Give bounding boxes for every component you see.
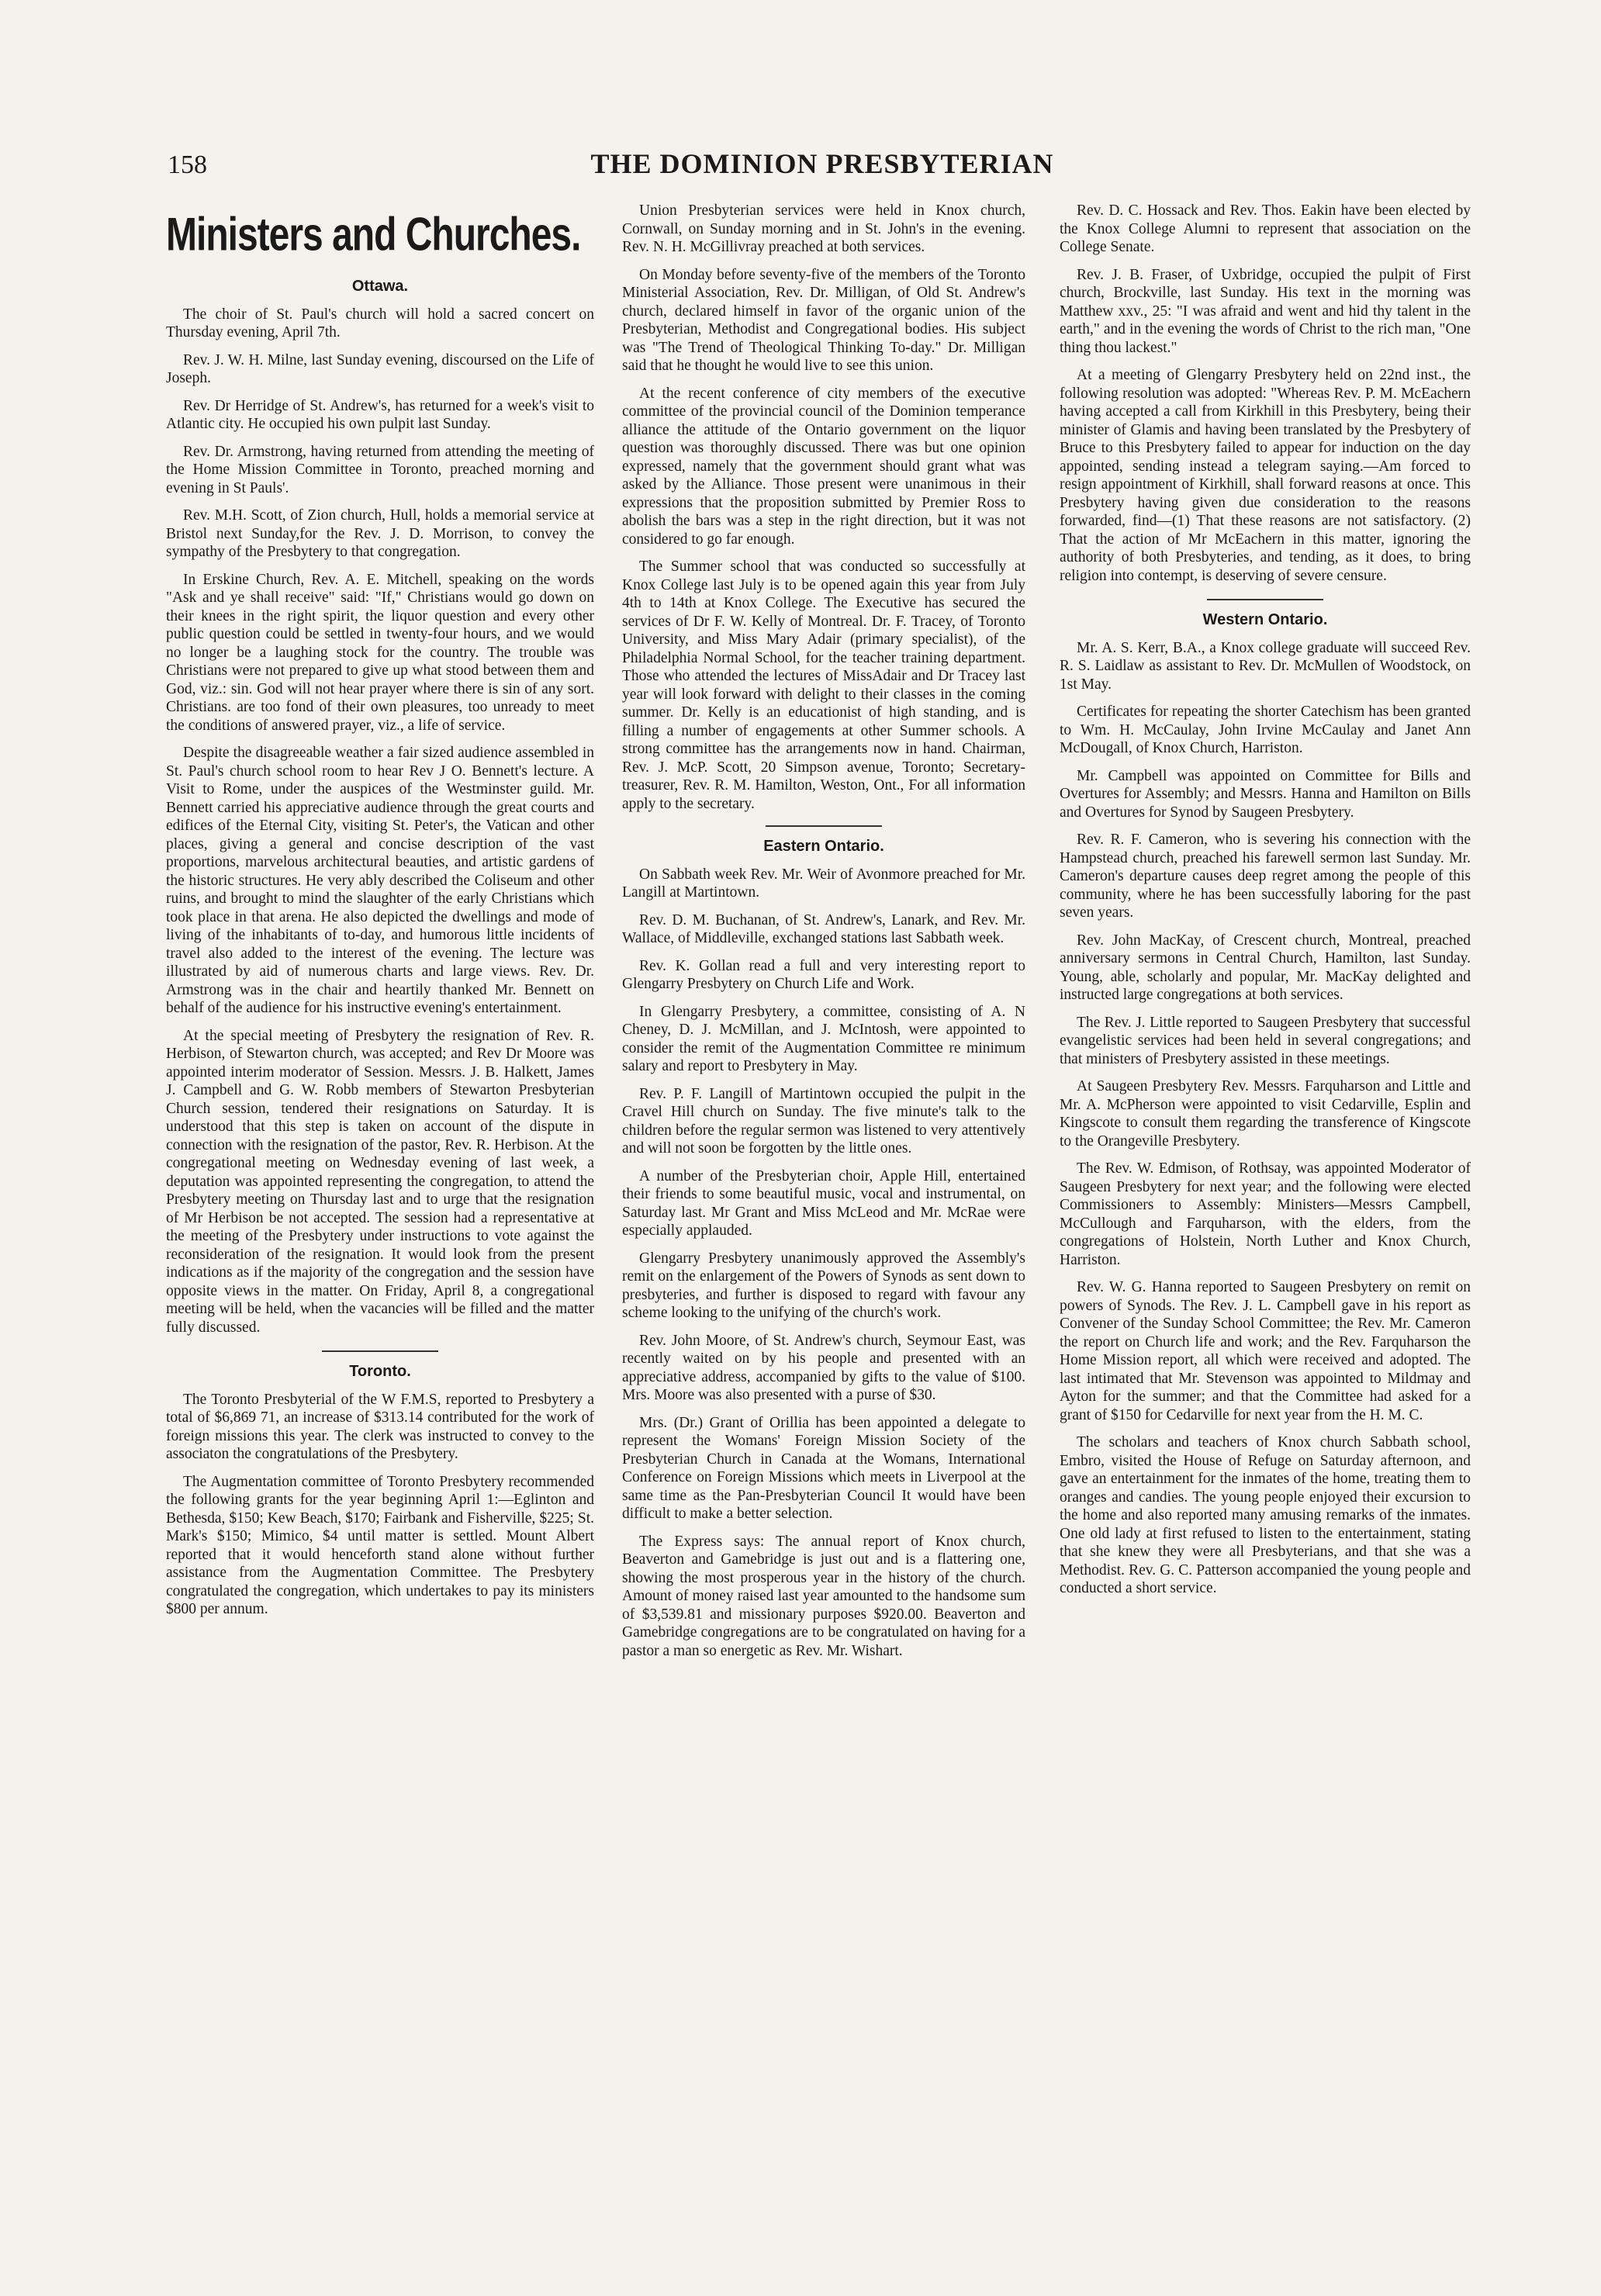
paragraph: Rev. Dr. Armstrong, having returned from attending the meeting of the Home Mission Committee in Toronto, preached morning and evening in St Pauls'.	[166, 443, 594, 496]
section-divider	[1207, 599, 1323, 600]
paragraph: Rev. W. G. Hanna reported to Saugeen Presbytery on remit on powers of Synods. The Rev. J. L. Campbell gave in his report as Convener of the Sunday School Committee; the Rev. Mr. Cameron the report on Church life and work; and the Rev. Farquharson the Home Mission report, all which were received and adopted. The last intimated that Mr. Stevenson was appointed to Mildmay and Ayton for the summer; and that the Committee had asked for a grant of $150 for Cedarville for next year from the H. M. C.	[1060, 1279, 1471, 1423]
paragraph: The choir of St. Paul's church will hold a sacred concert on Thursday evening, April 7th.	[166, 306, 594, 341]
paragraph: Rev. P. F. Langill of Martintown occupied the pulpit in the Cravel Hill church on Sunday. The five minute's talk to the children before the regular sermon was listened to very attentively and will not soon be forgotten by the little ones.	[622, 1085, 1025, 1157]
paragraph: The Toronto Presbyterial of the W F.M.S, reported to Presbytery a total of $6,869 71, an increase of $313.14 contributed for the work of foreign missions this year. The clerk was instructed to convey to the associaton the congratulations of the Presbytery.	[166, 1391, 594, 1462]
paragraph: Mr. Campbell was appointed on Committee for Bills and Overtures for Assembly; and Messrs. Hanna and Hamilton on Bills and Overtures for Synod by Saugeen Presbytery.	[1060, 767, 1471, 821]
paragraph: At the recent conference of city members of the executive committee of the provincial council of the Dominion temperance alliance the attitude of the Ontario government on the liquor question was thoroughly discussed. There was but one opinion expressed, namely that the government should grant what was asked by the Alliance. Those present were unanimous in their expressions that the proposition submitted by Premier Ross to abolish the bars was a step in the right direction, but it was not considered to go far enough.	[622, 385, 1025, 548]
paragraph: Rev. John MacKay, of Crescent church, Montreal, preached anniversary sermons in Central Church, Hamilton, last Sunday. Young, able, scholarly and popular, Mr. MacKay delighted and instructed large congregations at both services.	[1060, 932, 1471, 1003]
paragraph: Rev. D. C. Hossack and Rev. Thos. Eakin have been elected by the Knox College Alumni to represent that association on the College Senate.	[1060, 202, 1471, 255]
paragraph: Union Presbyterian services were held in Knox church, Cornwall, on Sunday morning and in St. John's in the evening. Rev. N. H. McGillivray preached at both services.	[622, 202, 1025, 255]
paragraph: Rev. M.H. Scott, of Zion church, Hull, holds a memorial service at Bristol next Sunday,for the Rev. J. D. Morrison, to convey the sympathy of the Presbytery to that congregation.	[166, 507, 594, 560]
paragraph: On Sabbath week Rev. Mr. Weir of Avonmore preached for Mr. Langill at Martintown.	[622, 866, 1025, 901]
paragraph: Glengarry Presbytery unanimously approved the Assembly's remit on the enlargement of the Powers of Synods as sent down to presbyteries, and further is disposed to regard with favour any scheme looking to the unifying of the church's work.	[622, 1250, 1025, 1321]
paragraph: The Express says: The annual report of Knox church, Beaverton and Gamebridge is just out and is a flattering one, showing the most prosperous year in the history of the church. Amount of money raised last year amounted to the handsome sum of $3,539.81 and missionary purposes $920.00. Beaverton and Gamebridge congregations are to be congratulated on having for a pastor a man so energetic as Rev. Mr. Wishart.	[622, 1533, 1025, 1659]
section-divider	[766, 825, 882, 827]
paragraph: Rev. K. Gollan read a full and very interesting report to Glengarry Presbytery on Church Life and Work.	[622, 957, 1025, 992]
paragraph: The Summer school that was conducted so successfully at Knox College last July is to be opened again this year from July 4th to 14th at Knox College. The Executive has secured the services of Dr F. W. Kelly of Montreal. Dr. F. Tracey, of Toronto University, and Miss Mary Adair (primary specialist), of the Philadelphia Normal School, for the teacher training department. Those who attended the lectures of MissAdair and Dr Tracey last year will look forward with delight to their classes in the coming summer. Dr. Kelly is an educationist of high standing, and is filling a number of engagements at other Summer schools. A strong committee has the arrangements now in hand. Chairman, Rev. J. McP. Scott, 20 Simpson avenue, Toronto; Secretary-treasurer, Rev. R. M. Hamilton, Weston, Ont., For all information apply to the secretary.	[622, 558, 1025, 812]
column-1	[166, 202, 594, 1628]
paragraph: Despite the disagreeable weather a fair sized audience assembled in St. Paul's church school room to hear Rev J O. Bennett's lecture. A Visit to Rome, under the auspices of the Westminster guild. Mr. Bennett carried his appreciative audience through the great courts and edifices of the Eternal City, visiting St. Peter's, the Vatican and other places, giving a general and concise description of the vast proportions, marvelous architectural beauties, and artistic gardens of the historic structures. He very ably described the Coliseum and other ruins, and brought to mind the slaughter of the early Christians which took place in that arena. He also depicted the dwellings and mode of living of the inhabitants of to-day, and humorous little incidents of travel also added to the interest of the evening. The lecture was illustrated by aid of numerous charts and large views. Rev. Dr. Armstrong was in the chair and heartily thanked Mr. Bennett on behalf of the audience for his instructive evening's entertainment.	[166, 745, 594, 1016]
column-3	[1060, 202, 1471, 1607]
paragraph: A number of the Presbyterian choir, Apple Hill, entertained their friends to some beautiful music, vocal and instrumental, on Saturday last. Mr Grant and Miss McLeod and Mr. McRae were especially applauded.	[622, 1167, 1025, 1239]
paragraph: On Monday before seventy-five of the members of the Toronto Ministerial Association, Rev. Dr. Milligan, of Old St. Andrew's church, declared himself in favor of the organic union of the Presbyterian, Methodist and Congregational bodies. His subject was "The Trend of Theological Thinking To-day." Dr. Milligan said that he thought he would live to see this union.	[622, 266, 1025, 374]
section-masthead: Ministers and Churches.	[166, 209, 581, 261]
paragraph: Rev. Dr Herridge of St. Andrew's, has returned for a week's visit to Atlantic city. He occupied his own pulpit last Sunday.	[166, 397, 594, 432]
heading-ottawa: Ottawa.	[351, 278, 409, 295]
paragraph: Mrs. (Dr.) Grant of Orillia has been appointed a delegate to represent the Womans' Foreign Mission Society of the Presbyterian Church in Canada at the Womans, International Conference on Foreign Missions which meets in Liverpool at the same time as the Pan-Presbyterian Council It would have been difficult to make a better selection.	[622, 1414, 1025, 1522]
paragraph: Rev. R. F. Cameron, who is severing his connection with the Hampstead church, preached his farewell sermon last Sunday. Mr. Cameron's departure causes deep regret among the people of this community, where he has been successfully laboring for the past seven years.	[1060, 832, 1471, 921]
paragraph: In Glengarry Presbytery, a committee, consisting of A. N Cheney, D. J. McMillan, and J. McIntosh, were appointed to consider the remit of the Augmentation Committee re minimum salary and report to Presbytery in May.	[622, 1003, 1025, 1074]
paragraph: At a meeting of Glengarry Presbytery held on 22nd inst., the following resolution was adopted: "Whereas Rev. P. M. McEachern having accepted a call from Kirkhill in this Presbytery, being their minister of Glamis and having been translated by the Presbytery of Bruce to this Presbytery failed to appear for induction on the day appointed, sending instead a telegram saying.—Am forced to resign appointment of Kirkhill, shall forward reasons at once. This Presbytery having given due consideration to the reasons forwarded, find—(1) That these reasons are not satisfactory. (2) That the action of Mr McEachern in this matter, ignoring the authority of both Presbyteries, and tending, as it does, to bring religion into contempt, is deserving of severe censure.	[1060, 367, 1471, 584]
paragraph: The scholars and teachers of Knox church Sabbath school, Embro, visited the House of Refuge on Saturday afternoon, and gave an entertainment for the inmates of the home, treating them to oranges and candies. The young people enjoyed their excursion to the home and also reported many amusing remarks of the inmates. One old lady at first refused to listen to the entertainment, stating that she knew they were all Presbyterians, and that she was a Methodist. Rev. G. C. Patterson accompanied the young people and conducted a short service.	[1060, 1434, 1471, 1596]
paragraph: Rev. J. W. H. Milne, last Sunday evening, discoursed on the Life of Joseph.	[166, 351, 594, 386]
paragraph: Certificates for repeating the shorter Catechism has been granted to Wm. H. McCaulay, John Irvine McCaulay and Janet Ann McDougall, of Knox Church, Harriston.	[1060, 704, 1471, 756]
paragraph: At Saugeen Presbytery Rev. Messrs. Farquharson and Little and Mr. A. McPherson were appointed to visit Cedarville, Esplin and Kingscote to consult them regarding the transference of Kingscote to the Orangeville Presbytery.	[1060, 1078, 1471, 1150]
heading-eastern-ontario: Eastern Ontario.	[763, 838, 884, 855]
paragraph: The Rev. W. Edmison, of Rothsay, was appointed Moderator of Saugeen Presbytery for next year; and the following were elected Commissioners to Assembly: Ministers—Messrs Campbell, McCullough and Farquharson, with the elders, from the congregations of Holstein, North Luther and Knox Church, Harriston.	[1060, 1160, 1471, 1268]
heading-toronto: Toronto.	[349, 1363, 411, 1380]
paragraph: The Rev. J. Little reported to Saugeen Presbytery that successful evangelistic services had been held in several congregations; and that ministers of Presbytery assisted in these meetings.	[1060, 1014, 1471, 1067]
paragraph: Rev. D. M. Buchanan, of St. Andrew's, Lanark, and Rev. Mr. Wallace, of Middleville, exchanged stations last Sabbath week.	[622, 911, 1025, 946]
column-2	[622, 202, 1025, 1669]
section-divider	[322, 1350, 438, 1352]
paragraph: In Erskine Church, Rev. A. E. Mitchell, speaking on the words "Ask and ye shall receive" said: "If," Christians would go down on their knees in the right spirit, the liquor question and every other public question could be settled in twenty-four hours, and we would no longer be a laughing stock for the country. The trouble was Christians were not prepared to give up what stood between them and God, viz.: sin. God will not hear prayer where there is sin of any sort. Christians. are too fond of their own pleasures, too unready to meet the conditions of answered prayer, viz., a life of service.	[166, 571, 594, 734]
paragraph: At the special meeting of Presbytery the resignation of Rev. R. Herbison, of Stewarton church, was accepted; and Rev Dr Moore was appointed interim moderator of Session. Messrs. J. B. Halkett, James J. Campbell and G. W. Robb members of Stewarton Presbyterian Church session, tendered their resignations on Saturday. It is understood that this step is taken on account of the dispute in connection with the resignation of the pastor, Rev. R. Herbison. At the congregational meeting on Wednesday evening of last week, a deputation was appointed representing the congregation, to attend the Presbytery meeting on Thursday last and to urge that the resignation of Mr Herbison be not accepted. The session had a representative at the meeting of the Presbytery under instructions to vote against the reconsideration of the resignation. It would look from the present indications as if the majority of the congregation and the session have opposite views in the matter. On Friday, April 8, a congregational meeting will be held, when the vacancies will be filled and the matter fully discussed.	[166, 1027, 594, 1336]
page-header	[155, 144, 1489, 191]
paragraph: Rev. J. B. Fraser, of Uxbridge, occupied the pulpit of First church, Brockville, last Sunday. His text in the morning was Matthew xxv., 25: "I was afraid and went and hid thy talent in the earth," and in the evening the words of Christ to the rich man, "One thing thou lackest."	[1060, 266, 1471, 356]
heading-western-ontario: Western Ontario.	[1202, 611, 1328, 628]
running-title: THE DOMINION PRESBYTERIAN	[590, 148, 1054, 179]
paragraph: Mr. A. S. Kerr, B.A., a Knox college graduate will succeed Rev. R. S. Laidlaw as assistant to Rev. Dr. McMullen of Woodstock, on 1st May.	[1060, 639, 1471, 693]
paragraph: Rev. John Moore, of St. Andrew's church, Seymour East, was recently waited on by his people and presented with an appreciative address, accompanied by gifts to the value of $100. Mrs. Moore was also presented with a purse of $30.	[622, 1332, 1025, 1403]
page-number: 158	[168, 150, 207, 179]
paragraph: The Augmentation committee of Toronto Presbytery recommended the following grants for the year beginning April 1:—Eglinton and Bethesda, $150; Kew Beach, $170; Fairbank and Fisherville, $225; St. Mark's $150; Mimico, $4 until matter is settled. Mount Albert reported that it would henceforth stand alone without further assistance from the Augmentation Committee. The Presbytery congratulated the congregation, which undertakes to pay its ministers $800 per annum.	[166, 1473, 594, 1617]
